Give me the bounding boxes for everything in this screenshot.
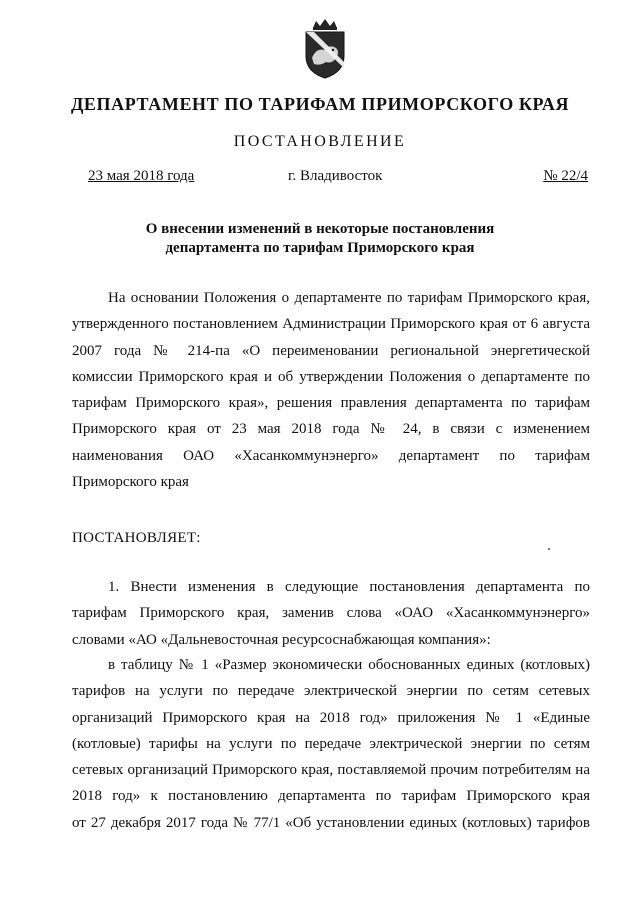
paragraph-line: тарифам Приморского края, заменив слова «ОАО «Хасанкоммунэнерго»	[72, 605, 590, 622]
paragraph-line: сетевых организаций Приморского края, поставляемой прочим потребителям на	[72, 762, 590, 779]
paragraph-line: от 27 декабря 2017 года № 77/1 «Об установлении единых (котловых) тарифов	[72, 814, 590, 831]
document-city: г. Владивосток	[288, 168, 383, 184]
paragraph-line: На основании Положения о департаменте по тарифам Приморского края,	[108, 290, 590, 306]
document-number: № 22/4	[543, 168, 588, 184]
paragraph-line: наименования ОАО «Хасанкоммунэнерго» департамент по тарифам	[72, 447, 590, 464]
paragraph-line: организаций Приморского края на 2018 год» приложения № 1 «Единые	[72, 709, 590, 726]
paragraph-table-change	[72, 652, 590, 836]
paragraph-line: тарифов на услуги по передаче электрической энергии по сетям сетевых	[72, 683, 590, 700]
department-title: ДЕПАРТАМЕНТ ПО ТАРИФАМ ПРИМОРСКОГО КРАЯ	[70, 94, 570, 114]
document-type-heading: ПОСТАНОВЛЕНИЕ	[233, 133, 407, 150]
subject-line-2: департамента по тарифам Приморского края	[165, 240, 475, 256]
paragraph-item-1	[72, 574, 590, 653]
paragraph-basis	[72, 285, 590, 495]
paragraph-line: Приморского края от 23 мая 2018 года № 24, в связи с изменением	[72, 421, 590, 438]
paragraph-line: (котловые) тарифы на услуги по передаче электрической энергии по сетям	[72, 735, 590, 752]
paragraph-line: Приморского края	[72, 474, 189, 491]
paragraph-line: 2007 года № 214-па «О переименовании региональной энергетической	[72, 342, 590, 359]
paragraph-line: 2018 год» к постановлению департамента по тарифам Приморского края	[72, 788, 590, 805]
document-meta-row	[88, 168, 588, 188]
document-date: 23 мая 2018 года	[88, 168, 195, 184]
paragraph-line: в таблицу № 1 «Размер экономически обоснованных единых (котловых)	[108, 657, 590, 673]
paragraph-line: комиссии Приморского края и об утверждении Положения о департаменте по	[72, 368, 590, 385]
paragraph-line: словами «АО «Дальневосточная ресурсоснабжающая компания»:	[72, 631, 491, 648]
paragraph-line: 1. Внести изменения в следующие постановления департамента по	[108, 579, 590, 595]
scan-speck	[548, 548, 550, 550]
decree-heading: ПОСТАНОВЛЯЕТ:	[72, 530, 201, 546]
paragraph-line: утвержденного постановлением Администрации Приморского края от 6 августа	[72, 316, 590, 333]
subject-line-1: О внесении изменений в некоторые постановления	[145, 221, 495, 237]
paragraph-line: тарифам Приморского края», решения правления департамента по тарифам	[72, 395, 590, 412]
primorye-coat-of-arms-icon	[300, 18, 350, 80]
document-subject	[0, 220, 640, 258]
